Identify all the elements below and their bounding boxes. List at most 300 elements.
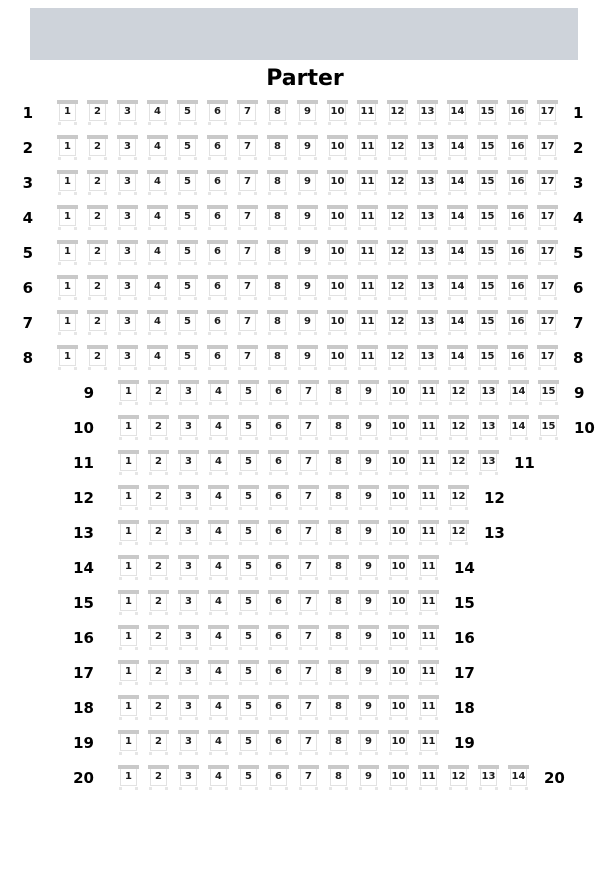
seat-1-6[interactable] <box>207 100 228 127</box>
seat-19-4[interactable] <box>208 730 229 757</box>
row-label-right: 17 <box>454 664 475 682</box>
seat-1-4[interactable] <box>147 100 168 127</box>
seat-15-6[interactable] <box>268 590 289 617</box>
seat-foot-left-icon <box>88 332 91 335</box>
seat-1-2[interactable] <box>87 100 108 127</box>
seat-13-4[interactable] <box>208 520 229 547</box>
seat-3-10[interactable] <box>327 170 348 197</box>
seat-13-2[interactable] <box>148 520 169 547</box>
seat-1-5[interactable] <box>177 100 198 127</box>
seat-20-6[interactable] <box>268 765 289 792</box>
seat-5-8[interactable] <box>267 240 288 267</box>
seat-2-1[interactable] <box>57 135 78 162</box>
seat-10-15[interactable] <box>538 415 559 442</box>
seat-8-2[interactable] <box>87 345 108 372</box>
seat-15-5[interactable] <box>238 590 259 617</box>
seat-4-9[interactable] <box>297 205 318 232</box>
seat-4-6[interactable] <box>207 205 228 232</box>
seat-5-2[interactable] <box>87 240 108 267</box>
seat-12-12[interactable] <box>448 485 469 512</box>
seat-7-4[interactable] <box>147 310 168 337</box>
seat-19-6[interactable] <box>268 730 289 757</box>
seat-11-3[interactable] <box>178 450 199 477</box>
seat-12-1[interactable] <box>118 485 139 512</box>
seat-13-11[interactable] <box>418 520 439 547</box>
seat-9-9[interactable] <box>358 380 379 407</box>
seat-1-1[interactable] <box>57 100 78 127</box>
seat-4-17[interactable] <box>537 205 558 232</box>
seat-16-3[interactable] <box>178 625 199 652</box>
seat-12-6[interactable] <box>268 485 289 512</box>
seat-7-3[interactable] <box>117 310 138 337</box>
seat-9-10[interactable] <box>388 380 409 407</box>
seat-foot-left-icon <box>178 297 181 300</box>
seat-10-12[interactable] <box>448 415 469 442</box>
seat-4-11[interactable] <box>357 205 378 232</box>
seat-5-12[interactable] <box>387 240 408 267</box>
seat-5-10[interactable] <box>327 240 348 267</box>
seat-1-16[interactable] <box>507 100 528 127</box>
seat-18-3[interactable] <box>178 695 199 722</box>
seat-4-10[interactable] <box>327 205 348 232</box>
seat-15-9[interactable] <box>358 590 379 617</box>
seat-foot-right-icon <box>284 122 287 125</box>
seat-10-13[interactable] <box>478 415 499 442</box>
seat-5-9[interactable] <box>297 240 318 267</box>
seat-3-14[interactable] <box>447 170 468 197</box>
seat-9-11[interactable] <box>418 380 439 407</box>
seat-20-13[interactable] <box>478 765 499 792</box>
seat-6-15[interactable] <box>477 275 498 302</box>
seat-8-11[interactable] <box>357 345 378 372</box>
seat-6-1[interactable] <box>57 275 78 302</box>
seat-13-9[interactable] <box>358 520 379 547</box>
seat-10-11[interactable] <box>418 415 439 442</box>
seat-12-4[interactable] <box>208 485 229 512</box>
seat-4-2[interactable] <box>87 205 108 232</box>
seat-4-14[interactable] <box>447 205 468 232</box>
seat-10-14[interactable] <box>508 415 529 442</box>
seat-8-10[interactable] <box>327 345 348 372</box>
seat-14-3[interactable] <box>178 555 199 582</box>
seat-number: 4 <box>149 279 166 296</box>
seat-11-13[interactable] <box>478 450 499 477</box>
seat-9-3[interactable] <box>178 380 199 407</box>
seat-18-5[interactable] <box>238 695 259 722</box>
seat-4-12[interactable] <box>387 205 408 232</box>
seat-10-5[interactable] <box>238 415 259 442</box>
seat-18-9[interactable] <box>358 695 379 722</box>
seat-3-6[interactable] <box>207 170 228 197</box>
seat-5-4[interactable] <box>147 240 168 267</box>
seat-13-7[interactable] <box>298 520 319 547</box>
seat-number: 2 <box>89 314 106 331</box>
seat-9-6[interactable] <box>268 380 289 407</box>
seat-16-10[interactable] <box>388 625 409 652</box>
seat-14-9[interactable] <box>358 555 379 582</box>
seat-2-17[interactable] <box>537 135 558 162</box>
seat-1-11[interactable] <box>357 100 378 127</box>
seat-11-4[interactable] <box>208 450 229 477</box>
seat-20-4[interactable] <box>208 765 229 792</box>
seat-6-12[interactable] <box>387 275 408 302</box>
seat-8-8[interactable] <box>267 345 288 372</box>
seat-17-7[interactable] <box>298 660 319 687</box>
seat-3-2[interactable] <box>87 170 108 197</box>
seat-4-3[interactable] <box>117 205 138 232</box>
seat-17-5[interactable] <box>238 660 259 687</box>
seat-9-13[interactable] <box>478 380 499 407</box>
seat-5-3[interactable] <box>117 240 138 267</box>
seat-17-2[interactable] <box>148 660 169 687</box>
seat-5-16[interactable] <box>507 240 528 267</box>
seat-7-11[interactable] <box>357 310 378 337</box>
seat-foot-right-icon <box>314 227 317 230</box>
seat-7-17[interactable] <box>537 310 558 337</box>
seat-foot-right-icon <box>225 437 228 440</box>
seat-6-16[interactable] <box>507 275 528 302</box>
seat-15-7[interactable] <box>298 590 319 617</box>
seat-12-10[interactable] <box>388 485 409 512</box>
seat-5-17[interactable] <box>537 240 558 267</box>
seat-19-11[interactable] <box>418 730 439 757</box>
seat-6-3[interactable] <box>117 275 138 302</box>
seat-7-13[interactable] <box>417 310 438 337</box>
seat-13-8[interactable] <box>328 520 349 547</box>
seat-19-2[interactable] <box>148 730 169 757</box>
seat-13-6[interactable] <box>268 520 289 547</box>
seat-7-15[interactable] <box>477 310 498 337</box>
seat-5-1[interactable] <box>57 240 78 267</box>
seat-15-3[interactable] <box>178 590 199 617</box>
seat-1-12[interactable] <box>387 100 408 127</box>
seat-19-8[interactable] <box>328 730 349 757</box>
seat-11-9[interactable] <box>358 450 379 477</box>
seat-12-2[interactable] <box>148 485 169 512</box>
seat-3-17[interactable] <box>537 170 558 197</box>
seat-18-6[interactable] <box>268 695 289 722</box>
seat-15-2[interactable] <box>148 590 169 617</box>
seat-10-6[interactable] <box>268 415 289 442</box>
seat-4-7[interactable] <box>237 205 258 232</box>
seat-3-7[interactable] <box>237 170 258 197</box>
seat-13-5[interactable] <box>238 520 259 547</box>
seat-6-13[interactable] <box>417 275 438 302</box>
seat-5-7[interactable] <box>237 240 258 267</box>
seat-3-3[interactable] <box>117 170 138 197</box>
seat-4-4[interactable] <box>147 205 168 232</box>
seat-11-10[interactable] <box>388 450 409 477</box>
seat-3-13[interactable] <box>417 170 438 197</box>
seat-18-8[interactable] <box>328 695 349 722</box>
seat-18-10[interactable] <box>388 695 409 722</box>
seat-11-8[interactable] <box>328 450 349 477</box>
seat-8-7[interactable] <box>237 345 258 372</box>
seat-6-17[interactable] <box>537 275 558 302</box>
seat-20-10[interactable] <box>388 765 409 792</box>
seat-7-5[interactable] <box>177 310 198 337</box>
seat-number: 7 <box>239 209 256 226</box>
seat-9-15[interactable] <box>538 380 559 407</box>
seat-17-4[interactable] <box>208 660 229 687</box>
seat-17-6[interactable] <box>268 660 289 687</box>
seat-9-2[interactable] <box>148 380 169 407</box>
seat-8-4[interactable] <box>147 345 168 372</box>
seat-4-13[interactable] <box>417 205 438 232</box>
seat-20-11[interactable] <box>418 765 439 792</box>
seat-3-9[interactable] <box>297 170 318 197</box>
seat-11-7[interactable] <box>298 450 319 477</box>
seat-16-1[interactable] <box>118 625 139 652</box>
seat-16-7[interactable] <box>298 625 319 652</box>
seat-4-5[interactable] <box>177 205 198 232</box>
seat-3-16[interactable] <box>507 170 528 197</box>
seat-3-11[interactable] <box>357 170 378 197</box>
seat-11-12[interactable] <box>448 450 469 477</box>
seat-20-1[interactable] <box>118 765 139 792</box>
seat-7-14[interactable] <box>447 310 468 337</box>
seat-2-6[interactable] <box>207 135 228 162</box>
seat-18-1[interactable] <box>118 695 139 722</box>
seat-17-11[interactable] <box>418 660 439 687</box>
seat-2-11[interactable] <box>357 135 378 162</box>
seat-20-5[interactable] <box>238 765 259 792</box>
seat-8-14[interactable] <box>447 345 468 372</box>
seat-8-12[interactable] <box>387 345 408 372</box>
seat-14-7[interactable] <box>298 555 319 582</box>
seat-13-10[interactable] <box>388 520 409 547</box>
seat-3-15[interactable] <box>477 170 498 197</box>
seat-15-10[interactable] <box>388 590 409 617</box>
seat-2-12[interactable] <box>387 135 408 162</box>
seat-8-15[interactable] <box>477 345 498 372</box>
seat-12-11[interactable] <box>418 485 439 512</box>
seat-19-1[interactable] <box>118 730 139 757</box>
seat-10-8[interactable] <box>328 415 349 442</box>
seat-1-7[interactable] <box>237 100 258 127</box>
seat-2-4[interactable] <box>147 135 168 162</box>
seat-11-11[interactable] <box>418 450 439 477</box>
seat-19-5[interactable] <box>238 730 259 757</box>
seat-14-1[interactable] <box>118 555 139 582</box>
seat-2-5[interactable] <box>177 135 198 162</box>
seat-8-6[interactable] <box>207 345 228 372</box>
seat-18-2[interactable] <box>148 695 169 722</box>
seat-3-1[interactable] <box>57 170 78 197</box>
seat-15-1[interactable] <box>118 590 139 617</box>
seat-16-8[interactable] <box>328 625 349 652</box>
seat-19-10[interactable] <box>388 730 409 757</box>
seat-16-5[interactable] <box>238 625 259 652</box>
seat-9-8[interactable] <box>328 380 349 407</box>
seat-2-15[interactable] <box>477 135 498 162</box>
seat-feet-icon <box>298 542 319 545</box>
seat-10-9[interactable] <box>358 415 379 442</box>
seat-1-10[interactable] <box>327 100 348 127</box>
seat-12-9[interactable] <box>358 485 379 512</box>
seat-17-9[interactable] <box>358 660 379 687</box>
seat-5-11[interactable] <box>357 240 378 267</box>
seat-6-8[interactable] <box>267 275 288 302</box>
seat-2-3[interactable] <box>117 135 138 162</box>
seat-7-2[interactable] <box>87 310 108 337</box>
seat-15-8[interactable] <box>328 590 349 617</box>
seat-10-7[interactable] <box>298 415 319 442</box>
seat-6-14[interactable] <box>447 275 468 302</box>
seat-15-4[interactable] <box>208 590 229 617</box>
seat-18-4[interactable] <box>208 695 229 722</box>
seat-20-14[interactable] <box>508 765 529 792</box>
seat-6-2[interactable] <box>87 275 108 302</box>
seat-6-10[interactable] <box>327 275 348 302</box>
seat-1-15[interactable] <box>477 100 498 127</box>
seat-14-11[interactable] <box>418 555 439 582</box>
seat-number: 6 <box>270 769 287 786</box>
seat-6-6[interactable] <box>207 275 228 302</box>
seat-9-7[interactable] <box>298 380 319 407</box>
seat-9-12[interactable] <box>448 380 469 407</box>
seat-10-2[interactable] <box>148 415 169 442</box>
seat-2-14[interactable] <box>447 135 468 162</box>
seat-7-9[interactable] <box>297 310 318 337</box>
seat-2-13[interactable] <box>417 135 438 162</box>
seat-20-8[interactable] <box>328 765 349 792</box>
seat-15-11[interactable] <box>418 590 439 617</box>
seat-2-10[interactable] <box>327 135 348 162</box>
seat-20-7[interactable] <box>298 765 319 792</box>
seat-8-13[interactable] <box>417 345 438 372</box>
seat-1-9[interactable] <box>297 100 318 127</box>
seat-11-6[interactable] <box>268 450 289 477</box>
seat-9-4[interactable] <box>208 380 229 407</box>
seat-8-9[interactable] <box>297 345 318 372</box>
seat-8-5[interactable] <box>177 345 198 372</box>
seat-4-1[interactable] <box>57 205 78 232</box>
seat-10-3[interactable] <box>178 415 199 442</box>
seat-17-10[interactable] <box>388 660 409 687</box>
seat-14-10[interactable] <box>388 555 409 582</box>
seat-14-8[interactable] <box>328 555 349 582</box>
seat-8-17[interactable] <box>537 345 558 372</box>
seat-2-16[interactable] <box>507 135 528 162</box>
seat-1-13[interactable] <box>417 100 438 127</box>
seat-1-3[interactable] <box>117 100 138 127</box>
seat-13-12[interactable] <box>448 520 469 547</box>
seat-feet-icon <box>178 402 199 405</box>
seat-foot-left-icon <box>149 472 152 475</box>
seat-19-3[interactable] <box>178 730 199 757</box>
seat-foot-left-icon <box>238 297 241 300</box>
seat-3-8[interactable] <box>267 170 288 197</box>
seat-7-8[interactable] <box>267 310 288 337</box>
seat-4-15[interactable] <box>477 205 498 232</box>
seat-20-2[interactable] <box>148 765 169 792</box>
seat-8-3[interactable] <box>117 345 138 372</box>
seat-8-16[interactable] <box>507 345 528 372</box>
seat-17-8[interactable] <box>328 660 349 687</box>
seat-1-14[interactable] <box>447 100 468 127</box>
seat-20-3[interactable] <box>178 765 199 792</box>
seat-14-5[interactable] <box>238 555 259 582</box>
seat-14-2[interactable] <box>148 555 169 582</box>
seat-7-7[interactable] <box>237 310 258 337</box>
seat-9-1[interactable] <box>118 380 139 407</box>
seat-12-7[interactable] <box>298 485 319 512</box>
seat-7-1[interactable] <box>57 310 78 337</box>
seat-11-5[interactable] <box>238 450 259 477</box>
seat-1-8[interactable] <box>267 100 288 127</box>
seat-2-8[interactable] <box>267 135 288 162</box>
seat-20-12[interactable] <box>448 765 469 792</box>
seat-19-7[interactable] <box>298 730 319 757</box>
seat-5-6[interactable] <box>207 240 228 267</box>
seat-16-6[interactable] <box>268 625 289 652</box>
seat-14-4[interactable] <box>208 555 229 582</box>
seat-6-7[interactable] <box>237 275 258 302</box>
seat-12-5[interactable] <box>238 485 259 512</box>
seat-16-11[interactable] <box>418 625 439 652</box>
seat-10-10[interactable] <box>388 415 409 442</box>
seat-3-4[interactable] <box>147 170 168 197</box>
seat-16-4[interactable] <box>208 625 229 652</box>
seat-5-14[interactable] <box>447 240 468 267</box>
seat-7-10[interactable] <box>327 310 348 337</box>
seat-5-13[interactable] <box>417 240 438 267</box>
seat-7-12[interactable] <box>387 310 408 337</box>
seat-9-5[interactable] <box>238 380 259 407</box>
seat-11-1[interactable] <box>118 450 139 477</box>
seat-17-1[interactable] <box>118 660 139 687</box>
seat-17-3[interactable] <box>178 660 199 687</box>
seat-13-3[interactable] <box>178 520 199 547</box>
seat-5-15[interactable] <box>477 240 498 267</box>
seat-1-17[interactable] <box>537 100 558 127</box>
seat-4-16[interactable] <box>507 205 528 232</box>
seat-number: 5 <box>240 559 257 576</box>
seat-19-9[interactable] <box>358 730 379 757</box>
seat-12-3[interactable] <box>178 485 199 512</box>
seat-14-6[interactable] <box>268 555 289 582</box>
seat-6-4[interactable] <box>147 275 168 302</box>
seat-16-2[interactable] <box>148 625 169 652</box>
seat-18-7[interactable] <box>298 695 319 722</box>
seat-20-9[interactable] <box>358 765 379 792</box>
seat-7-6[interactable] <box>207 310 228 337</box>
seat-3-5[interactable] <box>177 170 198 197</box>
seat-9-14[interactable] <box>508 380 529 407</box>
seat-10-1[interactable] <box>118 415 139 442</box>
seat-16-9[interactable] <box>358 625 379 652</box>
seat-foot-right-icon <box>104 192 107 195</box>
seat-4-8[interactable] <box>267 205 288 232</box>
seat-18-11[interactable] <box>418 695 439 722</box>
seat-8-1[interactable] <box>57 345 78 372</box>
seat-2-7[interactable] <box>237 135 258 162</box>
seat-10-4[interactable] <box>208 415 229 442</box>
seat-6-11[interactable] <box>357 275 378 302</box>
seat-6-9[interactable] <box>297 275 318 302</box>
seat-6-5[interactable] <box>177 275 198 302</box>
seat-13-1[interactable] <box>118 520 139 547</box>
seat-2-9[interactable] <box>297 135 318 162</box>
seat-12-8[interactable] <box>328 485 349 512</box>
seat-3-12[interactable] <box>387 170 408 197</box>
seat-number: 5 <box>179 314 196 331</box>
seat-2-2[interactable] <box>87 135 108 162</box>
seat-11-2[interactable] <box>148 450 169 477</box>
seat-5-5[interactable] <box>177 240 198 267</box>
seat-7-16[interactable] <box>507 310 528 337</box>
